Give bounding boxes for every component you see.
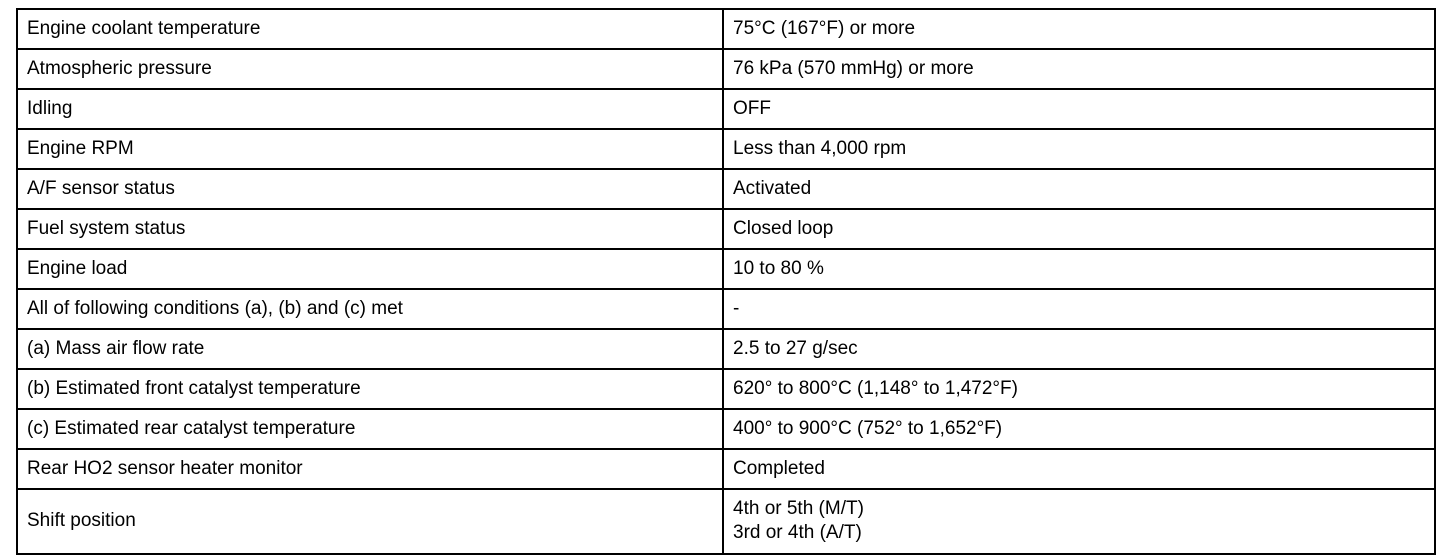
- table-row: [17, 369, 1435, 409]
- conditions-table: [16, 8, 1436, 555]
- table-row: [17, 169, 1435, 209]
- value-cell: 2.5 to 27 g/sec: [723, 329, 1435, 369]
- value-cell: 76 kPa (570 mmHg) or more: [723, 49, 1435, 89]
- condition-cell: Fuel system status: [17, 209, 723, 249]
- table-row: [17, 89, 1435, 129]
- condition-cell: (a) Mass air flow rate: [17, 329, 723, 369]
- table-row: [17, 489, 1435, 554]
- condition-cell: Idling: [17, 89, 723, 129]
- value-cell: Activated: [723, 169, 1435, 209]
- table-row: [17, 209, 1435, 249]
- condition-cell: Shift position: [17, 489, 723, 554]
- table-row: [17, 289, 1435, 329]
- value-cell: [723, 489, 1435, 554]
- condition-cell: Engine RPM: [17, 129, 723, 169]
- value-cell: Less than 4,000 rpm: [723, 129, 1435, 169]
- table-row: [17, 9, 1435, 49]
- value-cell: 400° to 900°C (752° to 1,652°F): [723, 409, 1435, 449]
- value-cell: 620° to 800°C (1,148° to 1,472°F): [723, 369, 1435, 409]
- value-cell: Completed: [723, 449, 1435, 489]
- table-row: [17, 449, 1435, 489]
- condition-cell: All of following conditions (a), (b) and (c) met: [17, 289, 723, 329]
- value-line: 4th or 5th (M/T): [733, 498, 864, 519]
- condition-cell: Engine coolant temperature: [17, 9, 723, 49]
- table-row: [17, 129, 1435, 169]
- condition-cell: Rear HO2 sensor heater monitor: [17, 449, 723, 489]
- value-line: 3rd or 4th (A/T): [733, 522, 862, 543]
- condition-cell: (b) Estimated front catalyst temperature: [17, 369, 723, 409]
- value-cell: 10 to 80 %: [723, 249, 1435, 289]
- condition-cell: A/F sensor status: [17, 169, 723, 209]
- condition-cell: Atmospheric pressure: [17, 49, 723, 89]
- value-cell: 75°C (167°F) or more: [723, 9, 1435, 49]
- value-cell: -: [723, 289, 1435, 329]
- table-row: [17, 329, 1435, 369]
- condition-cell: (c) Estimated rear catalyst temperature: [17, 409, 723, 449]
- table-row: [17, 49, 1435, 89]
- table-row: [17, 249, 1435, 289]
- value-cell: Closed loop: [723, 209, 1435, 249]
- table-row: [17, 409, 1435, 449]
- value-cell: OFF: [723, 89, 1435, 129]
- condition-cell: Engine load: [17, 249, 723, 289]
- conditions-table-container: [16, 8, 1434, 555]
